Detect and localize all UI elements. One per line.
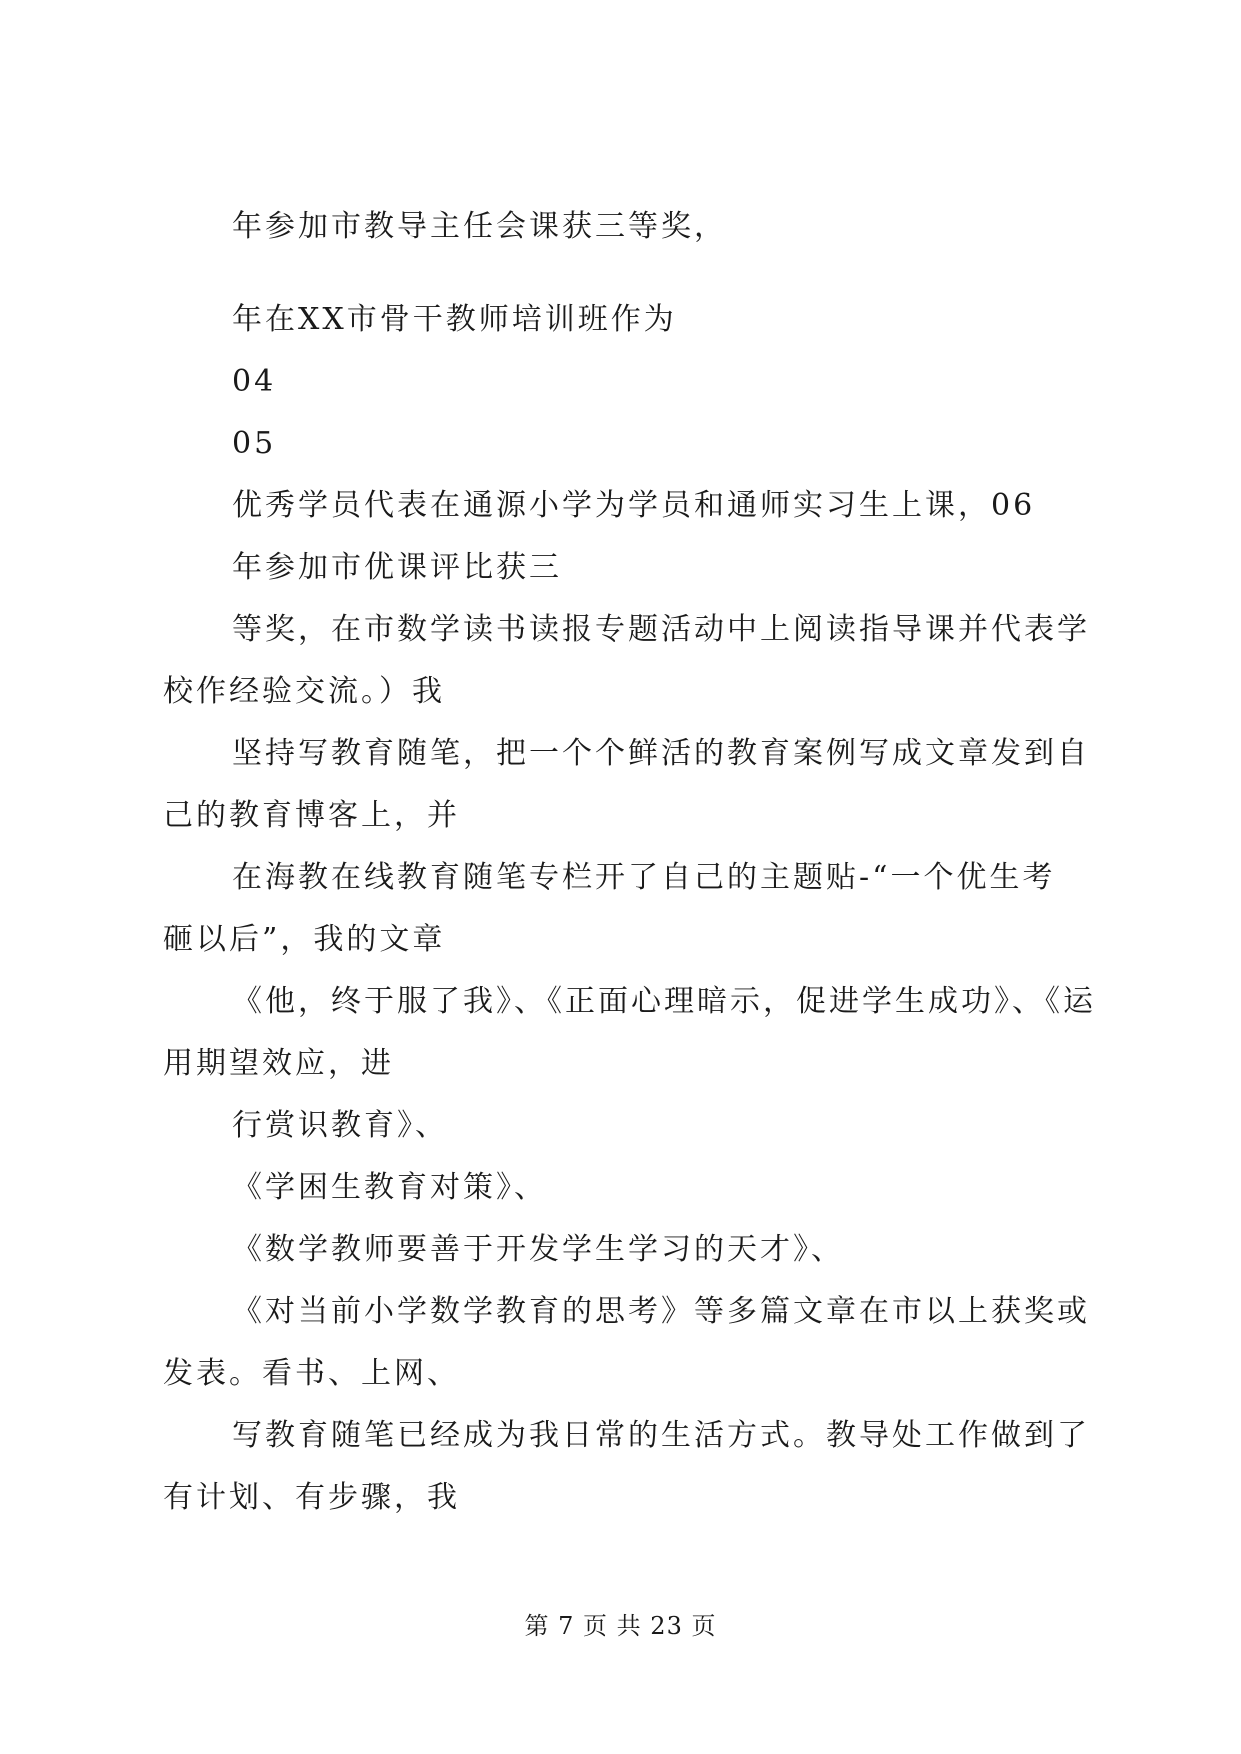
text-line: 己的教育博客上，并 <box>163 798 460 833</box>
text-line: 等奖，在市数学读书读报专题活动中上阅读指导课并代表学 <box>232 612 1090 647</box>
text-line: 05 <box>232 426 277 461</box>
text-line: 发表。看书、上网、 <box>163 1356 460 1391</box>
text-line: 用期望效应，进 <box>163 1046 394 1081</box>
text-line: 优秀学员代表在通源小学为学员和通师实习生上课，06 <box>232 488 1036 523</box>
text-line: 《数学教师要善于开发学生学习的天才》、 <box>232 1232 844 1267</box>
text-line: 年参加市优课评比获三 <box>232 550 562 585</box>
text-line: 校作经验交流。）我 <box>163 674 445 709</box>
text-line: 年在XX市骨干教师培训班作为 <box>232 302 677 337</box>
text-line: 《对当前小学数学教育的思考》等多篇文章在市以上获奖或 <box>232 1294 1090 1329</box>
text-line: 有计划、有步骤，我 <box>163 1480 460 1515</box>
text-line: 《学困生教育对策》、 <box>232 1170 547 1205</box>
text-line: 坚持写教育随笔，把一个个鲜活的教育案例写成文章发到自 <box>232 736 1090 771</box>
text-line: 年参加市教导主任会课获三等奖， <box>232 209 727 244</box>
text-line: 行赏识教育》、 <box>232 1108 448 1143</box>
text-line: 砸以后”，我的文章 <box>163 922 446 957</box>
text-line: 写教育随笔已经成为我日常的生活方式。教导处工作做到了 <box>232 1418 1090 1453</box>
text-line: 《他，终于服了我》、《正面心理暗示，促进学生成功》、《运 <box>232 984 1096 1019</box>
text-line: 04 <box>232 364 277 399</box>
text-line: 在海教在线教育随笔专栏开了自己的主题贴-“一个优生考 <box>232 860 1056 895</box>
page-number-footer: 第 7 页 共 23 页 <box>524 1612 717 1640</box>
